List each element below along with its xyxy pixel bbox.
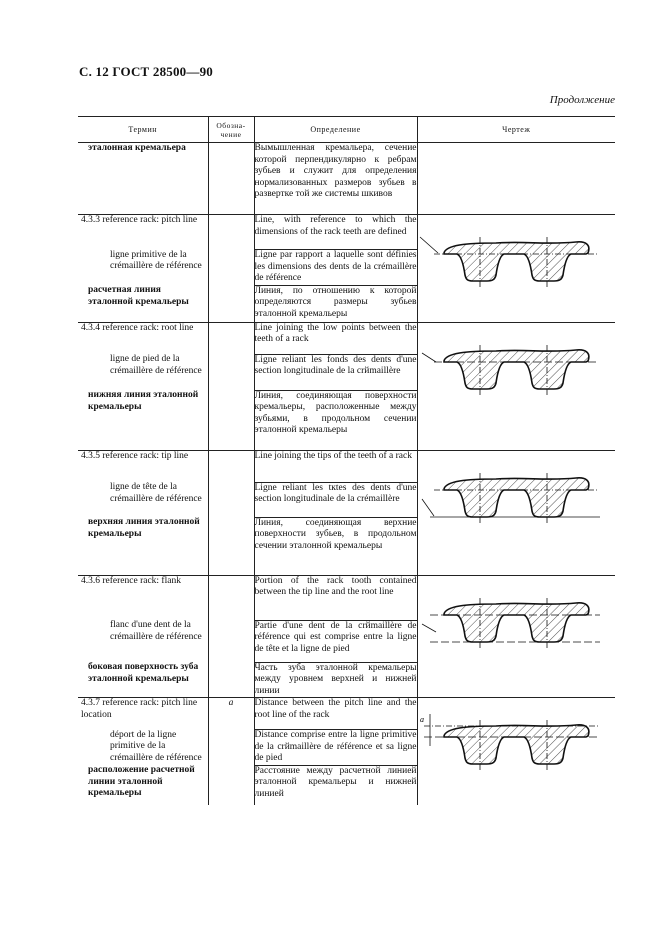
term-cell: расчетная линия эталонной кремальеры bbox=[88, 285, 189, 307]
table-row bbox=[78, 143, 615, 215]
definition-cell: Distance between the pitch line and the root line of the rack bbox=[254, 698, 417, 730]
col-header-definition: Определение bbox=[254, 117, 417, 143]
rack-drawing-pitch-line bbox=[418, 215, 616, 295]
rack-body bbox=[444, 242, 589, 281]
table-row bbox=[78, 698, 615, 730]
rack-body bbox=[444, 602, 589, 641]
drawing-cell bbox=[417, 215, 615, 323]
symbol-cell bbox=[208, 215, 254, 323]
rack-drawing-tip-line bbox=[418, 451, 616, 531]
leader-arrow bbox=[422, 499, 434, 516]
rack-body bbox=[444, 725, 589, 764]
table-row bbox=[78, 575, 615, 620]
drawing-cell bbox=[417, 143, 615, 215]
rack-body bbox=[444, 349, 589, 388]
term-cell: ligne de pied de la crémaillère de référence bbox=[110, 354, 202, 376]
terms-table bbox=[78, 116, 615, 805]
definition-cell: Line joining the low points between the teeth of a rack bbox=[254, 322, 417, 354]
leader-arrow bbox=[422, 624, 436, 632]
definition-cell: Distance comprise entre la ligne primitive de la crйmaillère de référence et sa ligne de pied bbox=[254, 730, 417, 763]
term-cell: 4.3.5 reference rack: tip line bbox=[78, 450, 208, 482]
definition-cell: Ligne reliant les fonds des dents d'une section longitudinale de la crйmaillère bbox=[254, 354, 417, 390]
drawing-cell bbox=[417, 450, 615, 575]
leader-arrow bbox=[422, 353, 436, 362]
definition-cell: Ligne reliant les tкtes des dents d'une section longitudinale de la crémaillère bbox=[254, 482, 417, 517]
rack-profile bbox=[422, 473, 600, 523]
definition-cell: Portion of the rack tooth contained between the tip line and the root line bbox=[254, 575, 417, 620]
symbol-cell: a bbox=[208, 698, 254, 806]
rack-body bbox=[444, 477, 589, 516]
term-cell: déport de la ligne primitive de la crémaillère de référence bbox=[110, 729, 202, 763]
page-header: С. 12 ГОСТ 28500—90 bbox=[79, 64, 213, 79]
rack-profile bbox=[422, 345, 598, 395]
symbol-cell bbox=[208, 322, 254, 450]
definition-cell: Часть зуба эталонной кремальеры между уровнем верхней и нижней линии bbox=[254, 662, 417, 696]
table-row bbox=[78, 322, 615, 354]
col-header-drawing: Чертеж bbox=[417, 117, 615, 143]
table-header-row bbox=[78, 117, 615, 143]
definition-cell: Partie d'une dent de la crйmaillère de référence qui est comprise entre la ligne de tête et la ligne de pied bbox=[254, 620, 417, 662]
rack-drawing-root-line bbox=[418, 323, 616, 403]
col-header-term: Термин bbox=[78, 117, 208, 143]
definition-cell: Вымышленная кремальера, сечение которой перпендикулярно к ребрам зубьев и служит для определения нормализованных размеров зубьев в развертке той же системы шкивов bbox=[254, 143, 417, 215]
definition-cell: Линия, соединяющая верхние поверхности зубьев, в продольном сечении эталонной кремальеры bbox=[254, 517, 417, 575]
drawing-cell bbox=[417, 322, 615, 450]
table-row bbox=[78, 215, 615, 250]
dimension-label: a bbox=[419, 715, 424, 724]
term-cell: боковая поверхность зуба эталонной кремальеры bbox=[88, 662, 199, 684]
col-header-symbol: Обозна- чение bbox=[208, 117, 254, 143]
term-cell: верхняя линия эталонной кремальеры bbox=[88, 517, 200, 539]
drawing-cell bbox=[417, 698, 615, 806]
definition-cell: Line joining the tips of the teeth of a rack bbox=[254, 450, 417, 482]
term-cell: 4.3.6 reference rack: flank bbox=[78, 575, 208, 620]
symbol-cell bbox=[208, 450, 254, 575]
leader-arrow bbox=[420, 237, 438, 253]
term-cell: flanc d'une dent de la crémaillère de référence bbox=[110, 620, 202, 642]
term-cell: ligne primitive de la crémaillère de référence bbox=[110, 249, 202, 271]
rack-profile bbox=[422, 598, 600, 648]
term-cell: нижняя линия эталонной кремальеры bbox=[88, 390, 199, 412]
term-cell: 4.3.7 reference rack: pitch line location bbox=[78, 698, 208, 730]
table-row bbox=[78, 450, 615, 482]
term-cell: расположение расчетной линии эталонной кремальеры bbox=[88, 765, 195, 798]
definition-cell: Линия, по отношению к которой определяются размеры зубьев эталонной кремальеры bbox=[254, 285, 417, 322]
term-cell: эталонная кремальера bbox=[78, 143, 208, 215]
definition-cell: Линия, соединяющая поверхности кремальеры, расположенные между зубьями, в продольном сечении эталонной кремальеры bbox=[254, 390, 417, 450]
definition-cell: Ligne par rapport a laquelle sont définies les dimensions des dents de la crémaillère de référence bbox=[254, 250, 417, 283]
symbol-cell bbox=[208, 575, 254, 698]
symbol-cell bbox=[208, 143, 254, 215]
drawing-cell bbox=[417, 575, 615, 698]
definition-cell: Расстояние между расчетной линией эталонной кремальеры и нижней линией bbox=[254, 765, 417, 805]
continuation-label: Продолжение bbox=[549, 94, 615, 106]
rack-profile bbox=[420, 714, 598, 770]
term-cell: ligne de tête de la crémaillère de référence bbox=[110, 482, 202, 504]
term-cell: 4.3.4 reference rack: root line bbox=[78, 322, 208, 354]
definition-cell: Line, with reference to which the dimensions of the rack teeth are defined bbox=[254, 215, 417, 250]
term-cell: 4.3.3 reference rack: pitch line bbox=[78, 215, 208, 250]
rack-drawing-flank bbox=[418, 576, 616, 656]
rack-profile bbox=[420, 237, 598, 287]
rack-drawing-pitch-location bbox=[418, 698, 616, 778]
